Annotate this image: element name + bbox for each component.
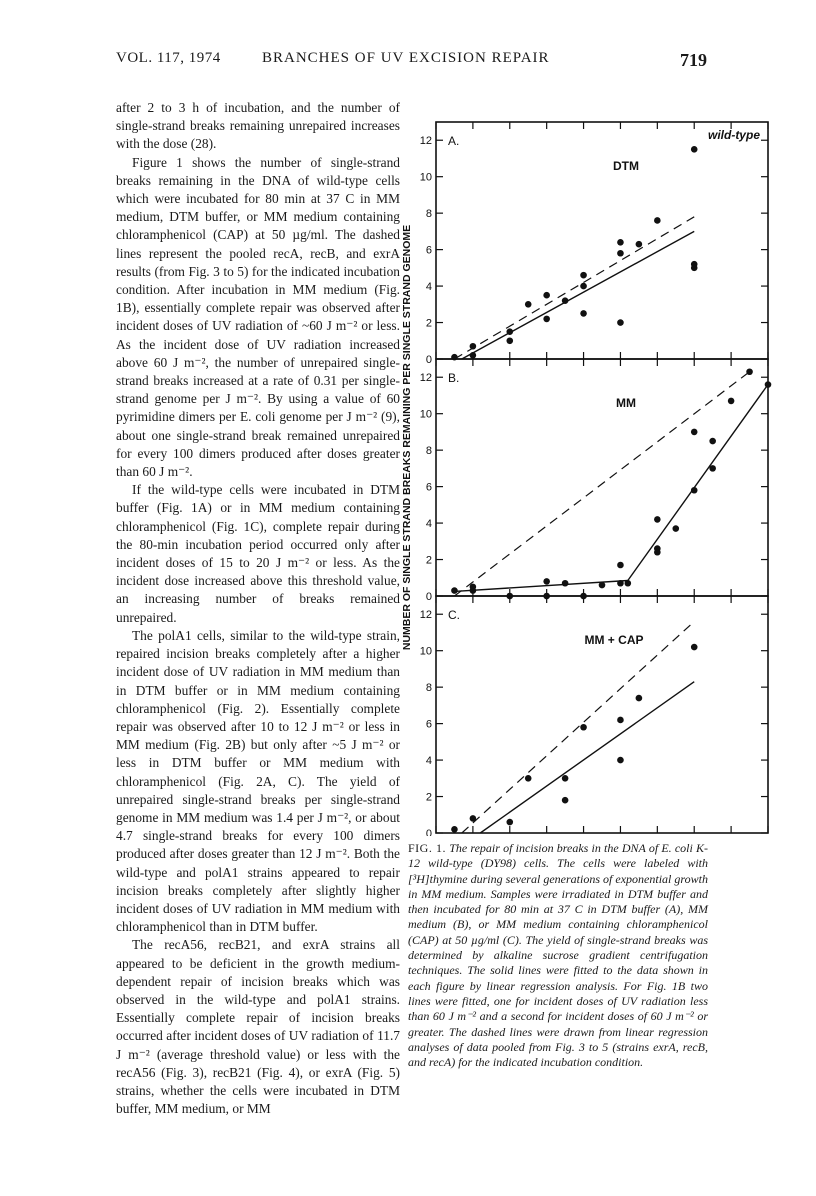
- caption-label: FIG. 1.: [408, 841, 447, 855]
- solid-regression-line: [462, 231, 694, 359]
- y-tick-label: 2: [425, 317, 432, 330]
- figure-1-chart: [400, 108, 790, 836]
- y-tick-label: 10: [419, 408, 432, 421]
- y-tick-label: 8: [425, 445, 432, 458]
- volume-label: VOL. 117, 1974: [116, 50, 221, 66]
- data-point: [691, 265, 698, 272]
- y-tick-label: 12: [419, 609, 432, 622]
- y-tick-label: 12: [419, 135, 432, 148]
- dashed-regression-line: [454, 217, 694, 359]
- data-point: [580, 283, 587, 290]
- y-tick-label: 10: [419, 645, 432, 658]
- data-point: [543, 578, 550, 585]
- data-point: [470, 343, 477, 350]
- data-point: [617, 717, 624, 724]
- data-point: [470, 352, 477, 359]
- y-axis-label: NUMBER OF SINGLE STRAND BREAKS REMAINING PER SINGLE STRAND GENOME: [401, 224, 413, 651]
- panel-label: A.: [448, 134, 460, 148]
- data-point: [525, 301, 532, 308]
- data-point: [506, 328, 513, 335]
- data-point: [691, 146, 698, 153]
- data-point: [506, 819, 513, 826]
- y-tick-label: 8: [425, 208, 432, 221]
- data-point: [728, 398, 735, 405]
- body-paragraph: Figure 1 shows the number of single-strand breaks remaining in the DNA of wild-type cells which were incubated for 80 min at 37 C in MM medium, DTM buffer, or MM medium containing chloramphenicol (CAP) at 50 µg/ml. The dashed lines represent the pooled recA, recB, and exrA results (from Fig. 3 to 5) for the indicated incubation condition. After incubation in MM medium (Fig. 1B), essentially complete repair was observed after incident doses of UV radiation of ~60 J m⁻² or less. As the incident dose of UV radiation increased above 60 J m⁻², the number of unrepaired single-strand breaks increased at a rate of 0.31 per single-strand genome per J m⁻². By using a value of 60 pyrimidine dimers per E. coli genome per J m⁻² (9), about one single-strand break remained unrepaired for every 100 dimers produced after doses greater than 60 J m⁻².: [116, 154, 400, 480]
- body-paragraph: after 2 to 3 h of incubation, and the number of single-strand breaks remaining unrepaired increases with the dose (28).: [116, 100, 400, 152]
- panel-frame: [436, 359, 768, 596]
- data-point: [691, 487, 698, 494]
- data-point: [654, 516, 661, 523]
- data-point: [470, 584, 477, 591]
- y-tick-label: 0: [425, 354, 432, 366]
- y-tick-label: 4: [425, 518, 432, 531]
- data-point: [691, 644, 698, 651]
- data-point: [543, 316, 550, 323]
- data-point: [691, 429, 698, 436]
- panel-frame: [436, 596, 768, 833]
- dashed-regression-line: [454, 372, 749, 596]
- data-point: [636, 695, 643, 702]
- data-point: [709, 438, 716, 445]
- caption-text: The repair of incision breaks in the DNA of E. coli K-12 wild-type (DY98) cells. The cells were labeled with [³H]thymine during several generations of exponential growth in MM medium. Samples were irradiated in DTM buffer and then incubated for 80 min at 37 C in DTM buffer (A), MM medium (B), or MM medium containing chloramphenicol (CAP) at 50 µg/ml (C). The yield of single-strand breaks was determined by alkaline sucrose gradient centrifugation techniques. The solid lines were fitted to the data shown in each figure by linear regression analysis. For Fig. 1B two lines were fitted, one for incident doses of UV radiation less than 60 J m⁻² and a second for incident doses of 60 J m⁻² or greater. The dashed lines were drawn from linear regression analyses of data pooled from Fig. 3 to 5 (strains exrA, recB, and recA) for the indicated incubation condition.: [408, 841, 709, 1070]
- data-point: [580, 310, 587, 317]
- y-tick-label: 4: [425, 755, 432, 768]
- body-paragraph: If the wild-type cells were incubated in DTM buffer (Fig. 1A) or in MM medium containing chloramphenicol (Fig. 1C), complete repair during the 80-min incubation period occurred only after incident doses of 15 to 20 J m⁻² or less. As the incident dose increased above this threshold value, an increasing number of breaks remained unrepaired.: [116, 482, 400, 625]
- data-point: [580, 272, 587, 279]
- data-point: [625, 580, 632, 587]
- panel-condition-label: MM + CAP: [584, 633, 644, 647]
- data-point: [654, 549, 661, 556]
- y-tick-label: 6: [425, 481, 432, 494]
- data-point: [746, 368, 753, 375]
- panel-frame: [436, 122, 768, 359]
- solid-regression-line: [628, 385, 768, 581]
- running-title: BRANCHES OF UV EXCISION REPAIR: [262, 50, 550, 66]
- data-point: [617, 239, 624, 246]
- y-tick-label: 0: [425, 828, 432, 836]
- data-point: [617, 757, 624, 764]
- dashed-regression-line: [462, 622, 694, 833]
- body-paragraph: The recA56, recB21, and exrA strains all appeared to be deficient in the growth medium-dependent repair of incision breaks which was observed in the wild-type and polA1 strains. Essentially complete repair of incision breaks occurred after incident doses of UV radiation of 11.7 J m⁻² (average threshold value) or less with the recA56 (Fig. 3), recB21 (Fig. 4), or exrA (Fig. 5) strains, whether the cells were incubated in DTM buffer, MM medium, or MM: [116, 937, 400, 1117]
- panel-label: B.: [448, 371, 460, 385]
- data-point: [599, 582, 606, 589]
- body-paragraph: The polA1 cells, similar to the wild-type strain, repaired incision breaks completely after a higher incident dose of UV radiation in MM medium than in DTM buffer or in MM medium containing chloramphenicol (Fig. 2). Essentially complete repair was observed after 10 to 12 J m⁻² or less in MM medium (Fig. 2B) but only after ~5 J m⁻² or less in DTM buffer or MM medium with chloramphenicol (Fig. 2A, C). The yield of unrepaired single-strand breaks per single-strand genome in MM medium was 1.4 per J m⁻², or about 4.7 single-strand breaks for every 100 dimers produced after doses greater than 12 J m⁻². Both the wild-type and polA1 strains appeared to repair incision breaks completely after slightly higher incident doses of UV radiation in MM medium with chloramphenicol than in DTM buffer.: [116, 627, 400, 935]
- y-tick-label: 2: [425, 554, 432, 567]
- data-point: [562, 775, 569, 782]
- panel-condition-label: DTM: [613, 159, 639, 173]
- data-point: [617, 319, 624, 326]
- data-point: [470, 815, 477, 822]
- data-point: [580, 724, 587, 731]
- data-point: [451, 826, 458, 833]
- data-point: [451, 587, 458, 594]
- data-point: [617, 580, 624, 587]
- data-point: [672, 525, 679, 532]
- y-tick-label: 0: [425, 591, 432, 603]
- data-point: [562, 297, 569, 304]
- y-tick-label: 8: [425, 682, 432, 695]
- data-point: [506, 337, 513, 344]
- data-point: [654, 217, 661, 224]
- y-tick-label: 4: [425, 281, 432, 294]
- data-point: [525, 775, 532, 782]
- y-tick-label: 12: [419, 372, 432, 385]
- solid-regression-line: [480, 682, 694, 833]
- y-tick-label: 6: [425, 718, 432, 731]
- data-point: [765, 381, 772, 388]
- data-point: [562, 797, 569, 804]
- data-point: [709, 465, 716, 472]
- data-point: [562, 580, 569, 587]
- page-number: 719: [680, 50, 707, 70]
- figure-caption: [408, 841, 708, 1070]
- y-tick-label: 6: [425, 244, 432, 257]
- data-point: [617, 250, 624, 257]
- y-tick-label: 10: [419, 171, 432, 184]
- panel-condition-label: MM: [616, 396, 636, 410]
- data-point: [543, 292, 550, 299]
- body-text-column: [116, 99, 400, 1118]
- y-tick-label: 2: [425, 791, 432, 804]
- panel-label: C.: [448, 608, 460, 622]
- strain-label: wild-type: [707, 128, 760, 142]
- running-header: [0, 50, 816, 74]
- data-point: [617, 562, 624, 569]
- data-point: [636, 241, 643, 248]
